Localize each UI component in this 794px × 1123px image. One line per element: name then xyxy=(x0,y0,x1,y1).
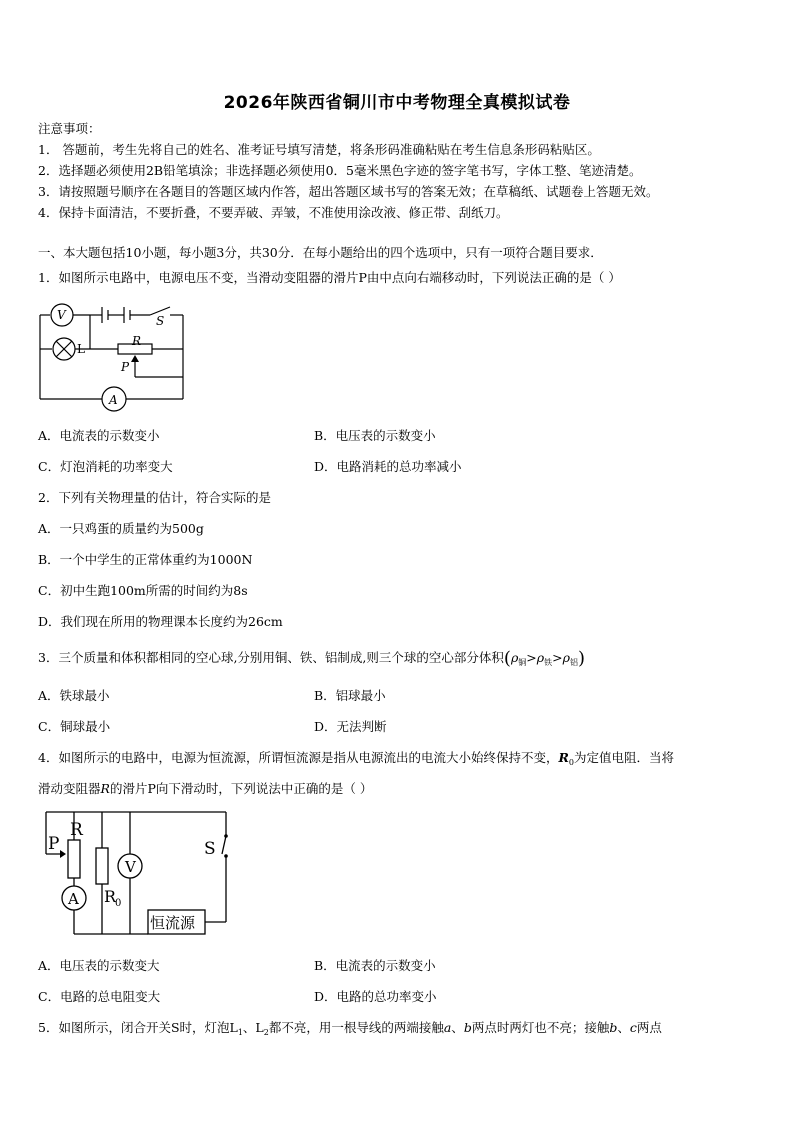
switch-label: S xyxy=(156,314,165,328)
notice-item: 3．请按照题号顺序在各题目的答题区域内作答，超出答题区域书写的答案无效；在草稿纸、试题卷上答题无效。 xyxy=(38,184,659,199)
voltmeter-label: V xyxy=(57,308,66,322)
q1-option-a: A．电流表的示数变小 xyxy=(38,428,160,443)
q4-source-label: 恒流源 xyxy=(150,914,196,932)
gt-sign: > xyxy=(552,650,563,665)
question-4-stem-line2 xyxy=(38,781,372,797)
ammeter-label: A xyxy=(109,393,118,407)
q2-option-a: A．一只鸡蛋的质量约为500g xyxy=(38,521,204,536)
lamp-label: L xyxy=(77,342,85,356)
question-3-stem: 3．三个质量和体积都相同的空心球,分别用铜、铁、铝制成,则三个球的空心部分体积$(\rho_铜>\rho_铁>\rho_铝)$ xyxy=(38,648,586,669)
question-1-stem: 1．如图所示电路中，电源电压不变，当滑动变阻器的滑片P由中点向右端移动时，下列说法正确的是（ ） xyxy=(38,270,621,285)
q3-stem-text: 3．三个质量和体积都相同的空心球,分别用铜、铁、铝制成,则三个球的空心部分体积 xyxy=(38,650,504,665)
notice-item: 2．选择题必须使用2B铅笔填涂；非选择题必须使用0．5毫米黑色字迹的签字笔书写，字体工整、笔迹清楚。 xyxy=(38,163,642,178)
q4-circuit-diagram xyxy=(38,806,238,942)
q4-stem-part: 的滑片P向下滑动时，下列说法中正确的是（ ） xyxy=(109,781,373,796)
q4-slider-label: P xyxy=(48,834,60,854)
rho-aluminum: ρ xyxy=(562,650,570,665)
q5-stem-part: 两点时两灯也不亮；接触 xyxy=(471,1020,610,1035)
r-symbol: R xyxy=(100,781,110,796)
q3-option-d: D．无法判断 xyxy=(314,719,387,734)
point-b: b xyxy=(609,1020,618,1035)
rho-iron: ρ xyxy=(536,650,545,665)
q4-option-a: A．电压表的示数变大 xyxy=(38,958,160,973)
page-title: 2026年陕西省铜川市中考物理全真模拟试卷 xyxy=(223,93,571,113)
sub-aluminum: 铝 xyxy=(569,658,578,667)
q2-option-c: C．初中生跑100m所需的时间约为8s xyxy=(38,583,248,598)
rho-copper: ρ xyxy=(510,650,519,665)
q1-circuit-diagram xyxy=(38,297,190,413)
rheostat-label: R xyxy=(132,334,142,348)
r0-symbol: R xyxy=(558,750,569,765)
q3-option-b: B．铝球最小 xyxy=(314,688,386,703)
question-2-stem: 2．下列有关物理量的估计，符合实际的是 xyxy=(38,490,271,505)
q4-stem-part: 滑动变阻器 xyxy=(38,781,101,796)
sub-iron: 铁 xyxy=(544,658,553,667)
q3-option-c: C．铜球最小 xyxy=(38,719,111,734)
r0-subscript: 0 xyxy=(568,758,574,767)
q4-r0-subscript: 0 xyxy=(115,898,122,909)
sub-copper: 铜 xyxy=(518,658,527,667)
q1-option-d: D．电路消耗的总功率减小 xyxy=(314,459,462,474)
q3-option-a: A．铁球最小 xyxy=(38,688,110,703)
notice-item: 1． 答题前，考生先将自己的姓名、准考证号填写清楚，将条形码准确粘贴在考生信息条形码粘贴区。 xyxy=(38,142,600,157)
q5-stem-part: 、 xyxy=(451,1020,464,1035)
q1-option-b: B．电压表的示数变小 xyxy=(314,428,436,443)
q5-stem-part: 都不亮，用一根导线的两端接触 xyxy=(268,1020,444,1035)
q4-stem-part: 4．如图所示的电路中，电源为恒流源，所谓恒流源是指从电源流出的电流大小始终保持不变， xyxy=(38,750,559,765)
q4-option-c: C．电路的总电阻变大 xyxy=(38,989,161,1004)
q4-rheostat-label: R xyxy=(70,820,83,840)
slider-label: P xyxy=(121,360,130,374)
q4-ammeter-label: A xyxy=(68,890,79,908)
q5-stem-part: 5．如图所示，闭合开关S时，灯泡L xyxy=(38,1020,238,1035)
gt-sign: > xyxy=(526,650,537,665)
q4-stem-part: 为定值电阻．当将 xyxy=(573,750,674,765)
q4-switch-label: S xyxy=(204,839,216,859)
q4-option-b: B．电流表的示数变小 xyxy=(314,958,436,973)
notice-item: 4．保持卡面清洁，不要折叠，不要弄破、弄皱，不准使用涂改液、修正带、刮纸刀。 xyxy=(38,205,509,220)
q2-option-b: B．一个中学生的正常体重约为1000N xyxy=(38,552,253,567)
q5-stem-part: 两点 xyxy=(636,1020,662,1035)
q1-option-c: C．灯泡消耗的功率变大 xyxy=(38,459,173,474)
q2-option-d: D．我们现在所用的物理课本长度约为26cm xyxy=(38,614,283,629)
q4-r0-label: R xyxy=(104,887,117,906)
q4-option-d: D．电路的总功率变小 xyxy=(314,989,437,1004)
notice-heading: 注意事项： xyxy=(38,121,101,136)
point-a: a xyxy=(443,1020,452,1035)
point-b: b xyxy=(463,1020,472,1035)
question-4-stem-line1 xyxy=(38,750,674,771)
section-heading: 一、本大题包括10小题，每小题3分，共30分．在每小题给出的四个选项中，只有一项符合题目要求． xyxy=(38,245,603,260)
l2-subscript: 2 xyxy=(263,1028,269,1037)
point-c: c xyxy=(629,1020,637,1035)
q5-stem-part: 、L xyxy=(242,1020,264,1035)
l1-subscript: 1 xyxy=(237,1028,243,1037)
q4-voltmeter-label: V xyxy=(125,858,136,876)
question-5-stem xyxy=(38,1020,662,1041)
q5-stem-part: 、 xyxy=(617,1020,630,1035)
